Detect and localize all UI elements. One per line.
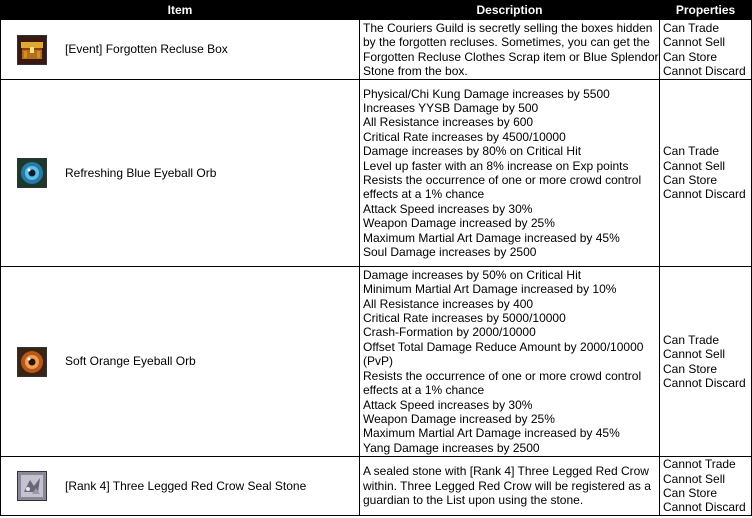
description-cell (360, 80, 660, 267)
table-row (1, 457, 752, 516)
property-store: Can Store (663, 49, 718, 64)
property-sell: Cannot Sell (663, 347, 726, 362)
property-store: Can Store (663, 486, 718, 500)
item-name[interactable]: Soft Orange Eyeball Orb (65, 354, 196, 369)
description-cell (360, 457, 660, 516)
properties-cell (660, 457, 752, 516)
description-line: All Resistance increases by 600 (363, 115, 534, 130)
description-text: A sealed stone with [Rank 4] Three Legged Red Crow within. Three Legged Red Crow will be registered as a guardian to the List upon using the stone. (363, 464, 651, 508)
description-line: Weapon Damage increased by 25% (363, 216, 555, 231)
table-row (1, 80, 752, 267)
description-line: Attack Speed increases by 30% (363, 201, 533, 216)
description-line: Maximum Martial Art Damage increased by 45% (363, 426, 620, 441)
property-trade: Can Trade (663, 144, 720, 159)
description-text: The Couriers Guild is secretly selling the boxes hidden by the forgotten recluses. Sometimes, you can get the Forgotten Recluse Clothes Scrap item or Blue Splendor Stone from the box. (363, 20, 659, 78)
description-line: Increases YYSB Damage by 500 (363, 100, 539, 115)
property-trade: Can Trade (663, 332, 720, 347)
description-line: Physical/Chi Kung Damage increases by 5500 (363, 86, 610, 101)
description-line: Damage increases by 50% on Critical Hit (363, 267, 582, 282)
description-line: Critical Rate increases by 4500/10000 (363, 129, 566, 144)
property-discard: Cannot Discard (663, 500, 746, 515)
header-properties: Properties (660, 1, 752, 20)
property-sell: Cannot Sell (663, 35, 726, 50)
item-name[interactable]: [Event] Forgotten Recluse Box (65, 42, 228, 57)
property-trade: Cannot Trade (663, 457, 736, 472)
description-line: Critical Rate increases by 5000/10000 (363, 311, 566, 326)
red-crow-seal-stone-icon (17, 471, 47, 501)
description-cell (360, 20, 660, 80)
property-store: Can Store (663, 361, 718, 376)
table-header-row (1, 1, 752, 20)
property-discard: Cannot Discard (663, 375, 746, 390)
description-line: Weapon Damage increased by 25% (363, 411, 555, 426)
description-line: Yang Damage increases by 2500 (363, 440, 540, 455)
properties-cell (660, 20, 752, 80)
property-sell: Cannot Sell (663, 158, 726, 173)
forgotten-recluse-box-icon (17, 35, 47, 65)
property-store: Can Store (663, 173, 718, 187)
header-item: Item (1, 1, 360, 20)
item-cell (1, 20, 360, 80)
description-line: Resists the occurrence of one or more crowd control effects at a 1% chance (363, 368, 642, 398)
description-line: All Resistance increases by 400 (363, 296, 534, 311)
description-line: Offset Total Damage Reduce Amount by 2000/10000 (PvP) (363, 339, 644, 369)
description-line: Crash-Formation by 2000/10000 (363, 325, 536, 340)
header-description: Description (360, 1, 660, 20)
properties-cell (660, 80, 752, 267)
description-line: Level up faster with an 8% increase on Exp points (363, 158, 629, 173)
description-line: Damage increases by 80% on Critical Hit (363, 144, 582, 159)
properties-cell (660, 267, 752, 457)
property-discard: Cannot Discard (663, 63, 746, 78)
description-line: Resists the occurrence of one or more crowd control effects at a 1% chance (363, 173, 642, 202)
property-discard: Cannot Discard (663, 187, 746, 202)
table-row (1, 20, 752, 80)
property-trade: Can Trade (663, 20, 720, 35)
item-cell (1, 267, 360, 457)
blue-eyeball-orb-icon (17, 158, 47, 188)
property-sell: Cannot Sell (663, 471, 726, 486)
description-line: Minimum Martial Art Damage increased by 10% (363, 282, 617, 297)
orange-eyeball-orb-icon (17, 347, 47, 377)
description-line: Maximum Martial Art Damage increased by 45% (363, 230, 620, 245)
item-name[interactable]: Refreshing Blue Eyeball Orb (65, 165, 217, 180)
table-row (1, 267, 752, 457)
item-cell (1, 80, 360, 267)
description-cell (360, 267, 660, 457)
description-line: Soul Damage increases by 2500 (363, 245, 537, 260)
description-line: Attack Speed increases by 30% (363, 397, 533, 412)
item-cell (1, 457, 360, 516)
item-name[interactable]: [Rank 4] Three Legged Red Crow Seal Stone (65, 478, 307, 493)
